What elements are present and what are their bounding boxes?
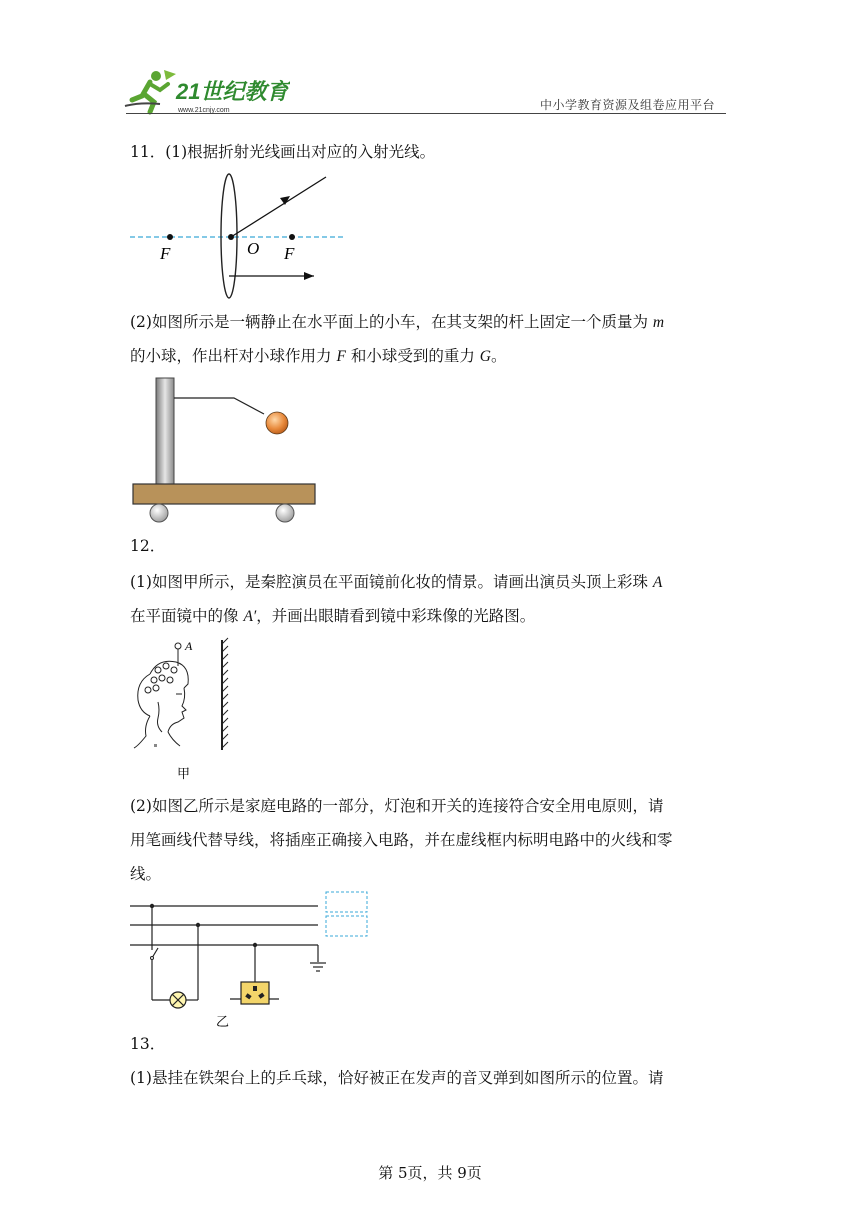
- opera-performer-illustration: [134, 643, 188, 748]
- figure-label-yi: 乙: [216, 1015, 230, 1030]
- label-box-bottom[interactable]: [326, 916, 367, 936]
- q11-part1-text: 11．(1)根据折射光线画出对应的入射光线。: [130, 143, 436, 161]
- figure-label-jia: 甲: [177, 767, 191, 782]
- lens-diagram: [128, 170, 348, 302]
- q12-part1-line1: [130, 568, 662, 597]
- focal-point-right: [289, 234, 295, 240]
- image-symbol: A′: [243, 608, 257, 625]
- q11-part2-line2-text-a: 的小球，作出杆对小球作用力: [130, 347, 337, 365]
- runner-icon: [125, 70, 176, 112]
- focal-point-left: [167, 234, 173, 240]
- q11-part2-line2-text-c: 。: [490, 347, 507, 365]
- label-f-right: F: [284, 244, 295, 263]
- rod: [174, 398, 264, 414]
- q11-part2-line2-text-b: 和小球受到的重力: [345, 347, 480, 365]
- label-f-left: F: [160, 244, 171, 263]
- q11-part2-line1-text: (2)如图所示是一辆静止在水平面上的小车，在其支架的杆上固定一个质量为: [130, 313, 653, 331]
- label-box-top[interactable]: [326, 892, 367, 912]
- bulb-icon: [170, 992, 186, 1008]
- cart-body: [133, 484, 315, 504]
- logo-wordmark: 21世纪教育: [176, 79, 289, 104]
- force-symbol: F: [336, 348, 346, 365]
- q12-number: 12．: [130, 537, 166, 555]
- site-logo: [120, 66, 290, 116]
- q12-part2-line1: (2)如图乙所示是家庭电路的一部分，灯泡和开关的连接符合安全用电原则，请: [130, 797, 664, 815]
- q12-part2-line3: 线。: [130, 865, 162, 883]
- socket-icon: [241, 982, 269, 1004]
- header-platform-text: 中小学教育资源及组卷应用平台: [540, 98, 716, 112]
- header-divider: [126, 113, 726, 114]
- q12-part1-line2-text-b: ，并画出眼睛看到镜中彩珠像的光路图。: [256, 607, 536, 625]
- mirror-figure: [128, 636, 238, 786]
- bead-symbol: A: [652, 574, 663, 591]
- wheel-right: [276, 504, 294, 522]
- q12-part1-line2-text-a: 在平面镜中的像: [130, 607, 244, 625]
- ground-symbol: [310, 963, 326, 971]
- q11-part2-line2: [130, 342, 506, 371]
- refracted-ray-1: [231, 177, 326, 237]
- q12-part2-line2: 用笔画线代替导线，将插座正确接入电路，并在虚线框内标明电路中的火线和零: [130, 831, 673, 849]
- support-pole: [156, 378, 174, 484]
- circuit-diagram: [128, 886, 378, 1030]
- label-o: O: [247, 239, 260, 258]
- logo-url: www.21cnjy.com: [178, 107, 230, 114]
- page-footer: 第 5页，共 9页: [378, 1164, 482, 1182]
- q12-part1-line2: [130, 602, 535, 631]
- q12-part1-line1-text: (1)如图甲所示，是秦腔演员在平面镜前化妆的情景。请画出演员头顶上彩珠: [130, 573, 653, 591]
- q13-number: 13．: [130, 1035, 166, 1053]
- arrow-head-2: [304, 272, 314, 280]
- q11-part2-line1: [130, 308, 664, 337]
- small-mark: [154, 744, 157, 747]
- small-ball: [266, 412, 288, 434]
- q13-part1-line1: (1)悬挂在铁架台上的乒乓球，恰好被正在发声的音叉弹到如图所示的位置。请: [130, 1069, 664, 1087]
- wheel-left: [150, 504, 168, 522]
- cart-diagram: [130, 374, 320, 526]
- mass-symbol: m: [652, 314, 665, 331]
- gravity-symbol: G: [479, 348, 491, 365]
- bead-label-a: A: [185, 639, 193, 653]
